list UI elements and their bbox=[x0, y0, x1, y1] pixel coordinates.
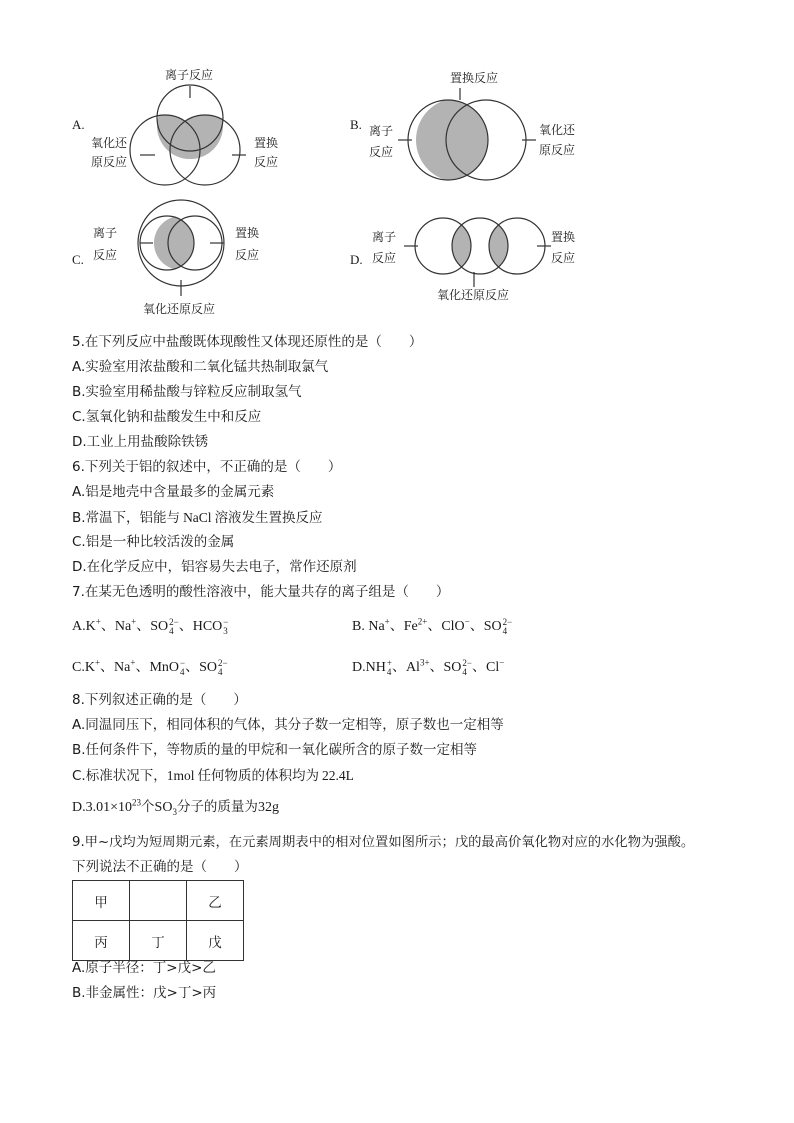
diagram-a-left-label-2: 原反应 bbox=[91, 155, 128, 169]
diagram-c-right-label-2: 反应 bbox=[235, 248, 260, 262]
diagram-d-right-label-1: 置换 bbox=[551, 230, 576, 244]
table-cell: 甲 bbox=[73, 881, 130, 921]
diagram-d-right-label-2: 反应 bbox=[551, 251, 576, 265]
table-cell: 乙 bbox=[187, 881, 244, 921]
q9-option-a: A.原子半径：丁>戊>乙 bbox=[72, 960, 216, 976]
diagram-b-top-label: 置换反应 bbox=[450, 71, 499, 85]
diagram-a-right-label-2: 反应 bbox=[254, 155, 279, 169]
nacl-formula: NaCl bbox=[183, 510, 212, 525]
q8-stem: 8.下列叙述正确的是（ ） bbox=[72, 692, 247, 708]
diagram-b bbox=[398, 88, 536, 182]
diagram-d-bottom-label: 氧化还原反应 bbox=[437, 288, 510, 302]
q6-stem: 6.下列关于铝的叙述中，不正确的是（ ） bbox=[72, 459, 342, 475]
q8-option-a: A.同温同压下，相同体积的气体，其分子数一定相等，原子数也一定相等 bbox=[72, 717, 504, 733]
diagram-c-right-label-1: 置换 bbox=[235, 226, 260, 240]
q9-option-b: B.非金属性：戊>丁>丙 bbox=[72, 985, 217, 1001]
q7-option-c: C.K+、Na+、MnO − 4 、SO 2− 4 bbox=[72, 657, 228, 677]
diagram-a-letter: A. bbox=[72, 117, 85, 132]
q5-option-a: A.实验室用浓盐酸和二氧化锰共热制取氯气 bbox=[72, 359, 329, 375]
diagram-c-letter: C. bbox=[72, 252, 84, 267]
q5-option-b: B.实验室用稀盐酸与锌粒反应制取氢气 bbox=[72, 384, 302, 400]
diagram-c-left-label-2: 反应 bbox=[93, 248, 118, 262]
periodic-position-table bbox=[72, 880, 244, 961]
table-row bbox=[73, 921, 244, 961]
q6-option-a: A.铝是地壳中含量最多的金属元素 bbox=[72, 484, 275, 500]
diagram-b-left-label-2: 反应 bbox=[369, 145, 394, 159]
diagram-a-left-label-1: 氧化还 bbox=[91, 136, 128, 150]
q8-option-d: $D.3.01\times 10^{23}$个$SO_3$分子的质量为32g bbox=[72, 797, 279, 817]
q8-option-b: B.任何条件下，等物质的量的甲烷和一氧化碳所含的原子数一定相等 bbox=[72, 742, 478, 758]
diagram-b-right-label-2: 原反应 bbox=[539, 143, 576, 157]
q9-stem-line-2: 下列说法不正确的是（ ） bbox=[72, 859, 248, 875]
diagram-d-left-label-2: 反应 bbox=[372, 251, 397, 265]
table-cell bbox=[130, 881, 187, 921]
diagram-a-top-label: 离子反应 bbox=[165, 68, 214, 82]
q6-option-d: D.在化学反应中，铝容易失去电子，常作还原剂 bbox=[72, 559, 357, 575]
q7-option-d: D.NH + 4 、$Al^{3+}$、SO 2− 4 、Cl− bbox=[352, 657, 505, 677]
table-cell: 丁 bbox=[130, 921, 187, 961]
q6-option-c: C.铝是一种比较活泼的金属 bbox=[72, 534, 235, 550]
q5-option-d: D.工业上用盐酸除铁锈 bbox=[72, 434, 209, 450]
q7-option-a: A.K+、Na+、SO 2− 4 、HCO − 3 bbox=[72, 616, 229, 636]
diagram-d-letter: D. bbox=[350, 252, 363, 267]
q5-stem: 5.在下列反应中盐酸既体现酸性又体现还原性的是（ ） bbox=[72, 334, 423, 350]
diagram-a bbox=[130, 85, 246, 185]
diagram-d-left-label-1: 离子 bbox=[372, 230, 397, 244]
q9-stem-line-1: 9.甲~戊均为短周期元素，在元素周期表中的相对位置如图所示；戊的最高价氧化物对应的水化物为强酸。 bbox=[72, 835, 695, 850]
q8-option-c: C.标准状况下，1mol 任何物质的体积均为 22.4L bbox=[72, 768, 354, 784]
diagram-a-right-label-1: 置换 bbox=[254, 136, 279, 150]
table-cell: 丙 bbox=[73, 921, 130, 961]
q5-option-c: C.氢氧化钠和盐酸发生中和反应 bbox=[72, 409, 262, 425]
q6-option-b: B.常温下，铝能与 NaCl 溶液发生置换反应 bbox=[72, 510, 323, 526]
diagram-c bbox=[138, 200, 224, 296]
diagram-d bbox=[404, 218, 551, 287]
diagram-b-left-label-1: 离子 bbox=[369, 124, 394, 138]
diagram-b-right-label-1: 氧化还 bbox=[539, 123, 576, 137]
q7-option-b: B. Na+、$Fe^{2+}$、ClO−、SO 2− 4 bbox=[352, 616, 513, 636]
q7-stem: 7.在某无色透明的酸性溶液中，能大量共存的离子组是（ ） bbox=[72, 584, 450, 600]
table-row bbox=[73, 881, 244, 921]
diagram-c-left-label-1: 离子 bbox=[93, 226, 118, 240]
diagram-b-letter: B. bbox=[350, 117, 362, 132]
table-cell: 戊 bbox=[187, 921, 244, 961]
diagram-c-bottom-label: 氧化还原反应 bbox=[143, 302, 216, 316]
